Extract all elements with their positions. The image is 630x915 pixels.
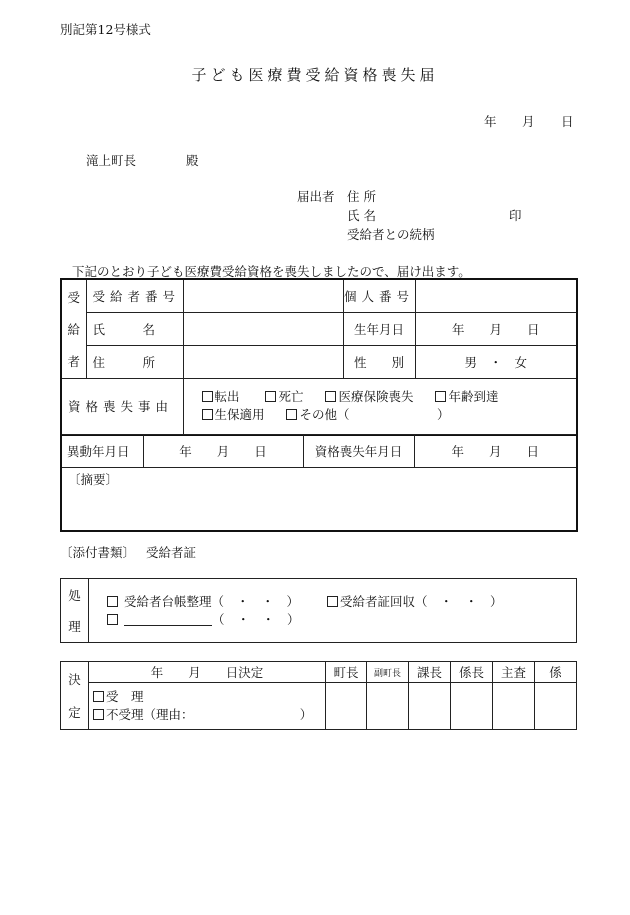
change-date-label: 異動年月日 [61, 435, 143, 468]
personal-number-field[interactable] [415, 279, 577, 312]
approver-mayor: 町長 [326, 662, 367, 683]
name-label: 氏 名 [86, 312, 183, 345]
applicant-name-label: 氏 名 [347, 208, 376, 223]
personal-number-label: 個人番号 [343, 279, 415, 312]
loss-reason-options [183, 378, 577, 435]
decision-table [60, 661, 577, 730]
stamp-box-section-chief[interactable] [409, 683, 451, 730]
processing-checkbox-ledger[interactable]: 受給者台帳整理（ ・ ・ ） [107, 594, 299, 609]
stamp-box-deputy-mayor[interactable] [367, 683, 409, 730]
approver-chief-clerk: 主査 [493, 662, 535, 683]
decision-checkbox-reject[interactable]: 不受理（理由： ） [93, 706, 325, 724]
gender-field[interactable]: 男 ・ 女 [415, 345, 577, 378]
main-form-table [60, 278, 578, 436]
date-month: 月 [522, 114, 535, 129]
approver-deputy-mayor: 副町長 [367, 662, 409, 683]
intro-text: 下記のとおり子ども医療費受給資格を喪失しましたので、届け出ます。 [72, 264, 471, 279]
approver-staff: 係 [535, 662, 577, 683]
stamp-box-unit-chief[interactable] [451, 683, 493, 730]
recipient-number-label: 受給者番号 [86, 279, 183, 312]
remarks-field[interactable] [61, 468, 577, 531]
form-title: 子ども医療費受給資格喪失届 [191, 66, 439, 84]
applicant-label: 届出者 [297, 189, 335, 204]
reason-checkbox-welfare[interactable]: 生保適用 [202, 407, 265, 422]
approver-section-chief: 課長 [409, 662, 451, 683]
processing-checkbox-blank[interactable]: （ ・ ・ ） [107, 612, 300, 627]
address-label: 住 所 [86, 345, 183, 378]
processing-items [89, 579, 577, 643]
processing-blank-line[interactable] [124, 625, 212, 626]
addressee-honorific: 殿 [186, 153, 199, 168]
decision-checkbox-accept[interactable]: 受 理 [93, 688, 325, 706]
decision-options [89, 683, 326, 730]
recipient-number-field[interactable] [183, 279, 343, 312]
name-field[interactable] [183, 312, 343, 345]
recipient-section-label: 受 給 者 [61, 279, 86, 378]
change-date-field[interactable]: 年 月 日 [143, 435, 303, 468]
form-number: 別記第12号様式 [60, 22, 151, 37]
date-day: 日 [561, 114, 574, 129]
applicant-relation-label: 受給者との続柄 [347, 227, 435, 242]
date-row-table [60, 434, 578, 532]
processing-table [60, 578, 577, 643]
gender-label: 性 別 [343, 345, 415, 378]
date-year: 年 [484, 114, 497, 129]
birthdate-label: 生年月日 [343, 312, 415, 345]
address-field[interactable] [183, 345, 343, 378]
addressee-name: 滝上町長 [86, 153, 137, 168]
attachments-label: 〔添付書類〕 [60, 545, 136, 560]
approver-unit-chief: 係長 [451, 662, 493, 683]
decision-label: 決 定 [61, 662, 89, 730]
reason-checkbox-insurance-loss[interactable]: 医療保険喪失 [325, 389, 413, 404]
seal-mark: 印 [509, 208, 522, 223]
reason-checkbox-age-limit[interactable]: 年齢到達 [435, 389, 498, 404]
stamp-box-mayor[interactable] [326, 683, 367, 730]
reason-checkbox-transfer[interactable]: 転出 [202, 389, 240, 404]
loss-date-label: 資格喪失年月日 [303, 435, 414, 468]
loss-date-field[interactable]: 年 月 日 [414, 435, 577, 468]
loss-reason-label: 資格喪失事由 [61, 378, 183, 435]
reason-checkbox-other[interactable]: その他（ ） [286, 407, 449, 422]
birthdate-field[interactable]: 年 月 日 [415, 312, 577, 345]
applicant-address-label: 住 所 [347, 189, 376, 204]
attachments-value: 受給者証 [146, 545, 197, 560]
processing-label: 処 理 [61, 579, 89, 643]
remarks-label: 〔摘要〕 [68, 472, 119, 487]
stamp-box-staff[interactable] [535, 683, 577, 730]
decision-date: 年 月 日決定 [89, 662, 326, 683]
reason-checkbox-death[interactable]: 死亡 [265, 389, 303, 404]
processing-checkbox-card-return[interactable]: 受給者証回収（ ・ ・ ） [327, 594, 503, 609]
stamp-box-chief-clerk[interactable] [493, 683, 535, 730]
